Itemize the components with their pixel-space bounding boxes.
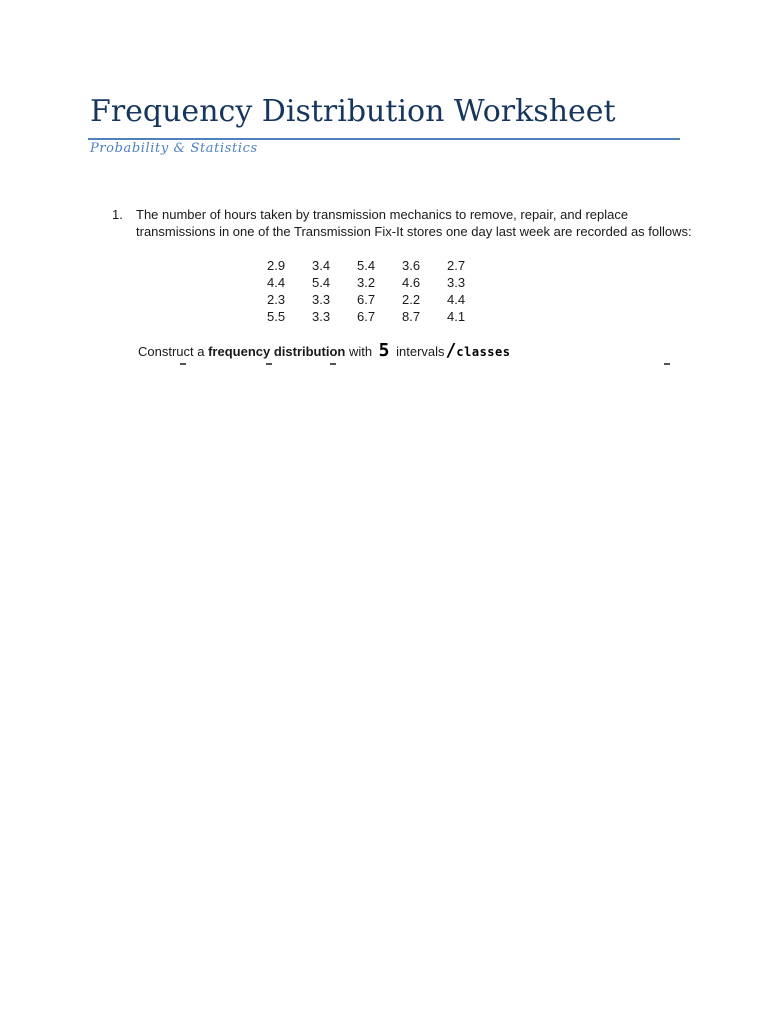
crop-mark bbox=[330, 363, 336, 365]
data-row bbox=[262, 292, 487, 309]
data-cell: 5.4 bbox=[312, 275, 331, 290]
title-underline bbox=[88, 138, 680, 140]
data-cell: 3.6 bbox=[402, 258, 421, 273]
crop-mark bbox=[266, 363, 272, 365]
crop-mark bbox=[664, 363, 670, 365]
data-cell: 2.9 bbox=[267, 258, 286, 273]
instruction-middle: with bbox=[345, 344, 376, 359]
data-cell: 3.3 bbox=[312, 292, 331, 307]
instruction-prefix: Construct a bbox=[138, 344, 209, 359]
page-subtitle: Probability & Statistics bbox=[90, 141, 258, 156]
instruction-suffix: intervals bbox=[392, 344, 445, 359]
data-cell: 8.7 bbox=[402, 309, 421, 324]
cropped-text-remnant bbox=[140, 362, 680, 366]
question-text: The number of hours taken by transmission mechanics to remove, repair, and replace transmissions in one of the Transmission Fix-It stores one day last week are recorded as follows: bbox=[136, 207, 692, 239]
data-table bbox=[262, 258, 487, 326]
data-cell: 2.3 bbox=[267, 292, 286, 307]
handwritten-word: classes bbox=[456, 345, 511, 359]
data-cell: 3.4 bbox=[312, 258, 331, 273]
data-cell: 2.2 bbox=[402, 292, 421, 307]
data-cell: 3.3 bbox=[312, 309, 331, 324]
data-cell: 2.7 bbox=[447, 258, 466, 273]
data-cell: 5.4 bbox=[357, 258, 376, 273]
data-row bbox=[262, 309, 487, 326]
instruction-line bbox=[138, 340, 510, 361]
data-cell: 4.6 bbox=[402, 275, 421, 290]
data-cell: 4.4 bbox=[447, 292, 466, 307]
data-cell: 4.4 bbox=[267, 275, 286, 290]
instruction-bold-term: frequency distribution bbox=[208, 344, 346, 359]
data-cell: 3.3 bbox=[447, 275, 466, 290]
crop-mark bbox=[180, 363, 186, 365]
data-cell: 4.1 bbox=[447, 309, 466, 324]
data-cell: 6.7 bbox=[357, 309, 376, 324]
data-cell: 3.2 bbox=[357, 275, 376, 290]
data-cell: 6.7 bbox=[357, 292, 376, 307]
page-title: Frequency Distribution Worksheet bbox=[90, 94, 616, 129]
handwritten-number: 5 bbox=[378, 340, 390, 361]
data-row bbox=[262, 275, 487, 292]
handwritten-slash: / bbox=[445, 340, 457, 361]
question-number: 1. bbox=[112, 207, 123, 222]
data-cell: 5.5 bbox=[267, 309, 286, 324]
data-row bbox=[262, 258, 487, 275]
